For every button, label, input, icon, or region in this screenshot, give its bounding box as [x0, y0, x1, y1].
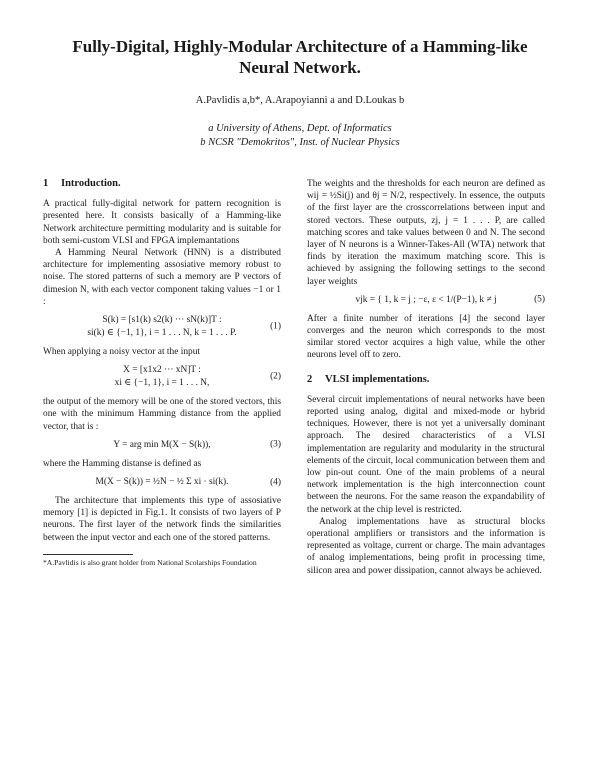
- equation-line: M(X − S(k)) = ½N − ½ Σ xi · si(k).: [95, 477, 229, 488]
- section-number: 1: [43, 178, 49, 189]
- author-list: A.Pavlidis a,b*, A.Arapoyianni a and D.Loukas b: [195, 95, 405, 106]
- equation-line: S(k) = [s1(k) s2(k) ··· sN(k)]T :: [102, 315, 222, 326]
- equation-line: X = [x1x2 ··· xN]T :: [123, 365, 201, 376]
- paragraph: A practical fully-digital network for pattern recognition is presented here. It consists basically of a Hamming-like Network architecture permitting modularity and is suitable for both semi-custom VLSI and FPGA implemantations: [43, 199, 281, 246]
- equation-line: Y = arg min M(X − S(k)),: [113, 439, 211, 450]
- paragraph: When applying a noisy vector at the input: [43, 347, 200, 358]
- paper-title: Fully-Digital, Highly-Modular Architecture of a Hamming-like Neural Network.: [72, 37, 528, 77]
- footnote-divider: [43, 554, 133, 555]
- section-heading-vlsi: [307, 374, 545, 386]
- equation-1: [43, 314, 281, 340]
- equation-number: (3): [270, 439, 281, 450]
- paragraph: A Hamming Neural Network (HNN) is a distributed architecture for implementing assosiative memory robust to noise. The stored patterns of such a memory are P vectors of dimesion N, with each vector component taking values −1 or 1 :: [43, 248, 281, 307]
- section-title: Introduction.: [61, 178, 121, 189]
- equation-2: [43, 364, 281, 390]
- equation-number: (5): [534, 294, 545, 305]
- equation-number: (1): [270, 321, 281, 332]
- left-column: [43, 178, 281, 568]
- section-title: VLSI implementations.: [325, 373, 430, 385]
- paragraph: the output of the memory will be one of the stored vectors, this one with the minimum Hamming distance from the applied vector, that is :: [43, 397, 281, 432]
- equation-line: si(k) ∈ {−1, 1}, i = 1 . . . N, k = 1 . . . P.: [87, 328, 237, 339]
- section-heading-intro: [43, 178, 281, 190]
- equation-number: (2): [270, 371, 281, 382]
- equation-line: xi ∈ {−1, 1}, i = 1 . . . N,: [114, 378, 210, 389]
- paragraph: where the Hamming distanse is defined as: [43, 458, 202, 469]
- equation-line: vjk = { 1, k = j ; −ε, ε < 1/(P−1), k ≠ j: [355, 294, 497, 305]
- section-number: 2: [307, 373, 313, 385]
- equation-3: [43, 439, 281, 452]
- paragraph: After a finite number of iterations [4] the second layer converges and the neuron which corresponds to the most similar stored vector acquires a high value, while the other neurons level off to zero.: [307, 313, 545, 361]
- paragraph: Several circuit implementations of neural networks have been reported using analog, digital and mixed-mode or hybrid techniques. However, there is not yet a universally dominant approach. The desired characteristics of a VLSI implementation are regularity and modularity in the structural elements of the circuit, local communication between them and low pin-out count. One of the main problems of a neural network implementation is the high interconnection count between the neurons. For the same reason the expandability of the network at the chip level is restricted.: [307, 394, 545, 515]
- equation-5: [307, 294, 545, 307]
- affiliation-a: a University of Athens, Dept. of Informatics: [208, 123, 392, 134]
- affiliation-b: b NCSR "Demokritos", Inst. of Nuclear Physics: [200, 137, 400, 148]
- paragraph: Analog implementations have as structural blocks operational amplifiers or transistors and the information is represented as voltage, current or charge. The main advantages of analog implementations, being profit in processing time, silicon area and power dissipation, cannot always be achieved.: [307, 516, 545, 576]
- equation-number: (4): [270, 477, 281, 488]
- right-column: [307, 178, 545, 577]
- equation-4: [43, 476, 281, 489]
- paragraph: The weights and the thresholds for each neuron are defined as wij = ½Si(j) and θj = N/2, respectively. In essence, the outputs of the first layer are the crosscorrelations between input and stored vectors. These outputs, zj, j = 1 . . . P, are called matching scores and take values between 0 and N. The second layer of N neurons is a Winner-Takes-All (WTA) network that finds by iteration the maximum matching score. This is achieved by assigning the following settings to the second layer weights: [307, 179, 545, 287]
- paragraph: The architecture that implements this type of assosiative memory [1] is depicted in Fig.1. It consists of two layers of P neurons. The first layer of the network finds the similarities between the input vector and each one of the stored patterns.: [43, 496, 281, 543]
- footnote: *A.Pavlidis is also grant holder from National Scolarships Foundation: [43, 557, 257, 567]
